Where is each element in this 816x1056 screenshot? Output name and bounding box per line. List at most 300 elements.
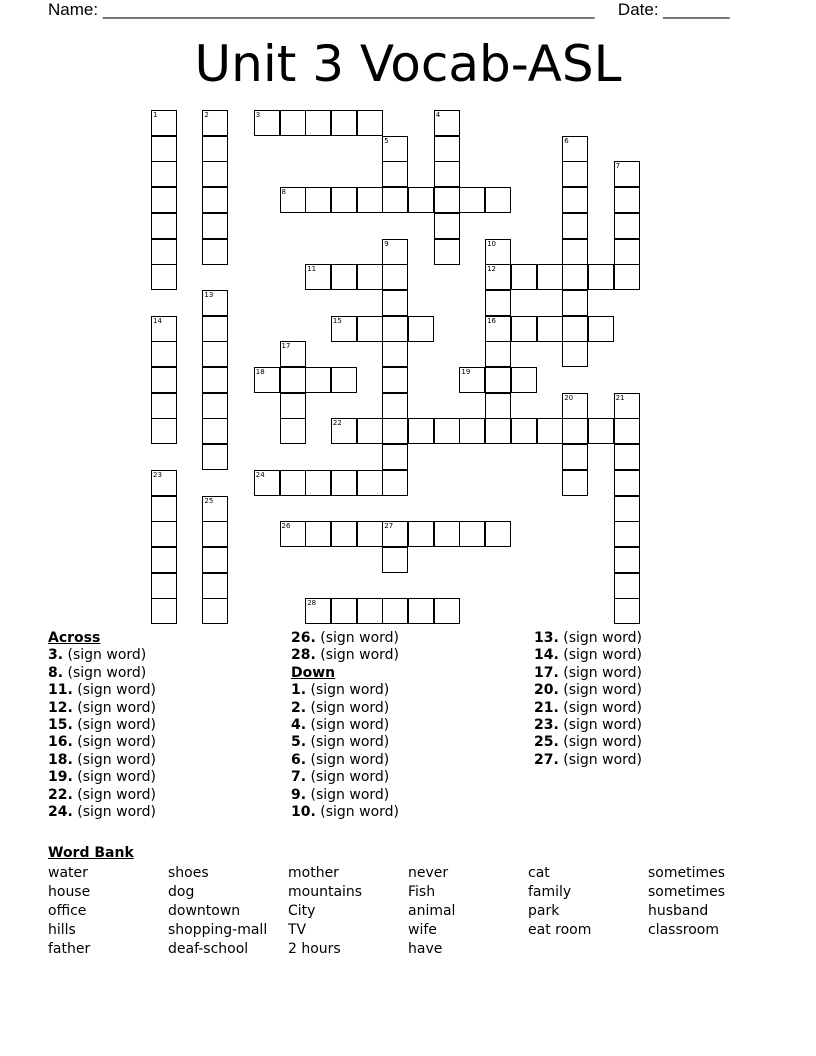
grid-cell[interactable] xyxy=(562,290,588,316)
grid-cell[interactable] xyxy=(382,444,408,470)
clues-column-1 xyxy=(48,630,156,821)
grid-cell[interactable] xyxy=(305,470,331,496)
clue-item xyxy=(534,665,642,682)
clue-number: 14. xyxy=(534,647,559,664)
grid-cell[interactable] xyxy=(485,418,511,444)
word-bank-word: shopping-mall xyxy=(168,922,268,938)
clue-item xyxy=(291,717,399,734)
clue-number: 1. xyxy=(291,682,307,699)
clue-number: 4 xyxy=(435,111,441,119)
word-bank-word: never xyxy=(408,865,449,881)
across-clue-list xyxy=(48,647,156,821)
word-bank-word: TV xyxy=(288,922,307,938)
word-bank-word: cat xyxy=(528,865,550,881)
grid-cell[interactable] xyxy=(537,264,563,290)
clue-number: 21. xyxy=(534,699,559,716)
grid-cell[interactable] xyxy=(305,521,331,547)
grid-cell[interactable] xyxy=(331,598,357,624)
clue-text: (sign word) xyxy=(306,682,390,699)
clue-number: 13 xyxy=(204,290,214,299)
grid-cell[interactable] xyxy=(202,367,228,393)
word-bank-column xyxy=(288,864,362,959)
clue-item xyxy=(48,787,156,804)
word-bank-word: sometimes xyxy=(648,865,726,881)
word-bank-column xyxy=(168,864,267,959)
grid-cell[interactable] xyxy=(382,161,408,187)
grid-cell[interactable] xyxy=(202,239,228,265)
clue-item xyxy=(291,682,399,699)
clue-text: (sign word) xyxy=(72,699,156,716)
grid-cell[interactable] xyxy=(357,521,383,547)
grid-cell[interactable] xyxy=(562,187,588,213)
word-bank-word: have xyxy=(408,941,443,957)
clue-number: 3 xyxy=(255,111,261,119)
grid-cell[interactable] xyxy=(357,316,383,342)
clue-item xyxy=(534,682,642,699)
grid-cell[interactable] xyxy=(202,573,228,599)
grid-cell[interactable] xyxy=(280,367,306,393)
clue-item xyxy=(291,647,399,664)
clue-number: 22 xyxy=(332,419,342,428)
grid-cell[interactable] xyxy=(280,341,306,367)
grid-cell[interactable] xyxy=(305,367,331,393)
clue-number: 8. xyxy=(48,664,64,681)
grid-cell[interactable] xyxy=(485,393,511,419)
grid-cell[interactable] xyxy=(254,110,280,136)
clue-text: (sign word) xyxy=(558,717,642,734)
clue-item xyxy=(48,734,156,751)
grid-cell[interactable] xyxy=(511,367,537,393)
clue-text: (sign word) xyxy=(558,699,642,716)
grid-cell[interactable] xyxy=(357,418,383,444)
clue-number: 15 xyxy=(332,316,342,325)
clue-number: 6 xyxy=(564,136,569,145)
grid-cell[interactable] xyxy=(434,598,460,624)
grid-cell[interactable] xyxy=(434,187,460,213)
clue-number: 18. xyxy=(48,751,73,768)
grid-cell[interactable] xyxy=(537,418,563,444)
grid-cell[interactable] xyxy=(202,418,228,444)
word-bank-word: downtown xyxy=(168,903,241,919)
grid-cell[interactable] xyxy=(459,418,485,444)
grid-cell[interactable] xyxy=(382,393,408,419)
grid-cell[interactable] xyxy=(562,239,588,265)
clue-number: 9 xyxy=(384,239,389,248)
grid-cell[interactable] xyxy=(511,316,537,342)
grid-cell[interactable] xyxy=(537,316,563,342)
clue-item xyxy=(534,752,642,769)
grid-cell[interactable] xyxy=(562,316,588,342)
down-clue-list-continued xyxy=(534,630,642,769)
grid-cell[interactable] xyxy=(151,239,177,265)
grid-cell[interactable] xyxy=(151,213,177,239)
clue-number: 25 xyxy=(204,496,214,505)
grid-cell[interactable] xyxy=(280,110,306,136)
grid-cell[interactable] xyxy=(357,264,383,290)
word-bank-word: deaf-school xyxy=(168,941,249,957)
grid-cell[interactable] xyxy=(357,187,383,213)
grid-cell[interactable] xyxy=(614,470,640,496)
clue-text: (sign word) xyxy=(558,630,642,646)
grid-cell[interactable] xyxy=(202,316,228,342)
grid-cell[interactable] xyxy=(202,521,228,547)
word-bank-word: park xyxy=(528,903,560,919)
clue-number: 12 xyxy=(487,265,497,274)
down-heading: Down xyxy=(291,664,336,681)
name-line[interactable]: ____________________________________________________ xyxy=(102,0,595,19)
grid-cell[interactable] xyxy=(485,341,511,367)
clue-number: 15. xyxy=(48,717,73,734)
clue-number: 7 xyxy=(615,162,621,171)
word-bank-word: 2 hours xyxy=(288,941,341,957)
grid-cell[interactable] xyxy=(151,598,177,624)
grid-cell[interactable] xyxy=(614,213,640,239)
clue-number: 12. xyxy=(48,699,73,716)
grid-cell[interactable] xyxy=(305,598,331,624)
clue-item xyxy=(534,630,642,647)
clue-number: 24. xyxy=(48,804,73,821)
clue-item xyxy=(291,804,399,821)
grid-cell[interactable] xyxy=(357,598,383,624)
clue-number: 28 xyxy=(307,599,317,608)
clue-number: 23 xyxy=(153,470,162,479)
clue-number: 16. xyxy=(48,734,73,751)
clue-item xyxy=(291,734,399,751)
grid-cell[interactable] xyxy=(614,264,640,290)
grid-cell[interactable] xyxy=(382,547,408,573)
grid-cell[interactable] xyxy=(562,136,588,162)
clue-text: (sign word) xyxy=(72,717,156,734)
clue-number: 14 xyxy=(153,316,162,325)
clue-text: (sign word) xyxy=(306,717,390,734)
grid-cell[interactable] xyxy=(614,239,640,265)
grid-cell[interactable] xyxy=(202,187,228,213)
clue-number: 18 xyxy=(255,368,265,376)
clue-number: 5 xyxy=(384,136,389,145)
clue-number: 2. xyxy=(291,699,307,716)
word-bank-word: Fish xyxy=(408,884,436,900)
clue-number: 9. xyxy=(291,786,307,803)
clue-number: 1 xyxy=(153,111,158,119)
word-bank-word: sometimes xyxy=(648,884,726,900)
clue-number: 27. xyxy=(534,751,559,768)
grid-cell[interactable] xyxy=(408,418,434,444)
grid-cell[interactable] xyxy=(202,290,228,316)
grid-cell[interactable] xyxy=(382,598,408,624)
grid-cell[interactable] xyxy=(382,367,408,393)
word-bank-word: wife xyxy=(408,922,437,938)
grid-cell[interactable] xyxy=(331,470,357,496)
grid-cell[interactable] xyxy=(280,521,306,547)
clue-text: (sign word) xyxy=(306,699,390,716)
clue-number: 6. xyxy=(291,751,307,768)
grid-cell[interactable] xyxy=(614,573,640,599)
grid-cell[interactable] xyxy=(382,239,408,265)
clue-item xyxy=(48,647,156,664)
clue-number: 20. xyxy=(534,682,559,699)
grid-cell[interactable] xyxy=(434,161,460,187)
grid-cell[interactable] xyxy=(280,418,306,444)
grid-cell[interactable] xyxy=(305,110,331,136)
clue-item xyxy=(48,665,156,682)
clue-item xyxy=(291,752,399,769)
grid-cell[interactable] xyxy=(511,418,537,444)
grid-cell[interactable] xyxy=(202,341,228,367)
across-clue-list-continued xyxy=(291,630,399,665)
grid-cell[interactable] xyxy=(614,496,640,522)
grid-cell[interactable] xyxy=(434,239,460,265)
date-label: Date: xyxy=(617,0,659,19)
grid-cell[interactable] xyxy=(202,393,228,419)
grid-cell[interactable] xyxy=(331,110,357,136)
word-bank-column xyxy=(528,864,591,940)
grid-cell[interactable] xyxy=(408,187,434,213)
grid-cell[interactable] xyxy=(151,316,177,342)
clue-item xyxy=(48,717,156,734)
clue-number: 28. xyxy=(291,647,316,664)
grid-cell[interactable] xyxy=(151,521,177,547)
clue-number: 16 xyxy=(487,316,497,325)
clue-item xyxy=(291,700,399,717)
clue-number: 19 xyxy=(461,368,471,376)
grid-cell[interactable] xyxy=(151,418,177,444)
clue-number: 13. xyxy=(534,630,559,646)
grid-cell[interactable] xyxy=(331,316,357,342)
grid-cell[interactable] xyxy=(434,418,460,444)
grid-cell[interactable] xyxy=(331,264,357,290)
clue-text: (sign word) xyxy=(315,804,399,821)
grid-cell[interactable] xyxy=(280,470,306,496)
name-label: Name: xyxy=(48,0,99,19)
clue-item xyxy=(534,700,642,717)
grid-cell[interactable] xyxy=(485,290,511,316)
grid-cell[interactable] xyxy=(408,521,434,547)
grid-cell[interactable] xyxy=(202,213,228,239)
grid-cell[interactable] xyxy=(562,161,588,187)
grid-cell[interactable] xyxy=(151,136,177,162)
clue-text: (sign word) xyxy=(72,804,156,821)
word-bank-word: hills xyxy=(48,922,76,938)
grid-cell[interactable] xyxy=(485,239,511,265)
clue-text: (sign word) xyxy=(315,630,399,646)
grid-cell[interactable] xyxy=(562,393,588,419)
grid-cell[interactable] xyxy=(151,161,177,187)
clue-text: (sign word) xyxy=(72,682,156,699)
grid-cell[interactable] xyxy=(382,470,408,496)
word-bank-word: mountains xyxy=(288,884,363,900)
grid-cell[interactable] xyxy=(254,367,280,393)
clue-text: (sign word) xyxy=(72,769,156,786)
grid-cell[interactable] xyxy=(382,136,408,162)
clues-column-2 xyxy=(291,630,399,821)
grid-cell[interactable] xyxy=(151,573,177,599)
clue-text: (sign word) xyxy=(558,682,642,699)
grid-cell[interactable] xyxy=(562,470,588,496)
word-bank-word: family xyxy=(528,884,572,900)
clue-number: 3. xyxy=(48,647,64,664)
grid-cell[interactable] xyxy=(331,418,357,444)
grid-cell[interactable] xyxy=(459,521,485,547)
clues-column-3 xyxy=(534,630,642,769)
grid-cell[interactable] xyxy=(614,161,640,187)
word-bank-column xyxy=(408,864,455,959)
clue-text: (sign word) xyxy=(72,786,156,803)
grid-cell[interactable] xyxy=(280,393,306,419)
grid-cell[interactable] xyxy=(434,110,460,136)
grid-cell[interactable] xyxy=(562,444,588,470)
grid-cell[interactable] xyxy=(614,418,640,444)
clue-text: (sign word) xyxy=(306,786,390,803)
clue-number: 26. xyxy=(291,630,316,646)
word-bank-word: office xyxy=(48,903,87,919)
grid-cell[interactable] xyxy=(562,264,588,290)
grid-cell[interactable] xyxy=(151,470,177,496)
clue-text: (sign word) xyxy=(558,664,642,681)
grid-cell[interactable] xyxy=(434,136,460,162)
grid-cell[interactable] xyxy=(434,521,460,547)
clue-item xyxy=(291,769,399,786)
clue-text: (sign word) xyxy=(558,647,642,664)
clue-number: 4. xyxy=(291,717,307,734)
clue-text: (sign word) xyxy=(63,647,147,664)
clue-number: 10. xyxy=(291,804,316,821)
grid-cell[interactable] xyxy=(459,187,485,213)
clue-number: 20 xyxy=(564,393,574,402)
grid-cell[interactable] xyxy=(331,367,357,393)
grid-cell[interactable] xyxy=(202,444,228,470)
grid-cell[interactable] xyxy=(459,367,485,393)
grid-cell[interactable] xyxy=(562,213,588,239)
grid-cell[interactable] xyxy=(588,418,614,444)
grid-cell[interactable] xyxy=(588,316,614,342)
grid-cell[interactable] xyxy=(151,264,177,290)
word-bank-word: mother xyxy=(288,865,339,881)
grid-cell[interactable] xyxy=(588,264,614,290)
grid-cell[interactable] xyxy=(254,470,280,496)
clue-number: 5. xyxy=(291,734,307,751)
grid-cell[interactable] xyxy=(408,598,434,624)
grid-cell[interactable] xyxy=(202,547,228,573)
clue-item xyxy=(48,700,156,717)
grid-cell[interactable] xyxy=(202,496,228,522)
grid-cell[interactable] xyxy=(485,187,511,213)
grid-cell[interactable] xyxy=(485,264,511,290)
clue-number: 19. xyxy=(48,769,73,786)
grid-cell[interactable] xyxy=(151,187,177,213)
grid-cell[interactable] xyxy=(382,418,408,444)
clue-number: 21 xyxy=(615,393,625,402)
across-heading: Across xyxy=(48,630,101,646)
clue-text: (sign word) xyxy=(558,734,642,751)
grid-cell[interactable] xyxy=(562,418,588,444)
word-bank-word: house xyxy=(48,884,91,900)
word-bank-word: classroom xyxy=(648,922,719,938)
grid-cell[interactable] xyxy=(331,187,357,213)
clue-item xyxy=(534,717,642,734)
grid-cell[interactable] xyxy=(434,213,460,239)
clue-text: (sign word) xyxy=(63,664,147,681)
grid-cell[interactable] xyxy=(151,110,177,136)
grid-cell[interactable] xyxy=(151,496,177,522)
word-bank-word: husband xyxy=(648,903,709,919)
grid-cell[interactable] xyxy=(382,290,408,316)
grid-cell[interactable] xyxy=(614,393,640,419)
grid-cell[interactable] xyxy=(408,316,434,342)
grid-cell[interactable] xyxy=(202,161,228,187)
grid-cell[interactable] xyxy=(614,521,640,547)
date-line[interactable]: _______ xyxy=(663,0,730,19)
clue-number: 23. xyxy=(534,717,559,734)
clue-item xyxy=(48,769,156,786)
grid-cell[interactable] xyxy=(357,110,383,136)
clue-number: 22. xyxy=(48,786,73,803)
grid-cell[interactable] xyxy=(202,136,228,162)
clue-text: (sign word) xyxy=(72,751,156,768)
grid-cell[interactable] xyxy=(485,521,511,547)
clue-item xyxy=(48,804,156,821)
clue-number: 25. xyxy=(534,734,559,751)
grid-cell[interactable] xyxy=(280,187,306,213)
clue-number: 17 xyxy=(281,342,291,351)
clue-item xyxy=(534,734,642,751)
clue-text: (sign word) xyxy=(306,769,390,786)
clue-number: 17. xyxy=(534,664,559,681)
grid-cell[interactable] xyxy=(151,367,177,393)
clue-number: 24 xyxy=(255,470,265,479)
grid-cell[interactable] xyxy=(305,264,331,290)
clue-number: 11. xyxy=(48,682,73,699)
grid-cell[interactable] xyxy=(511,264,537,290)
word-bank-column xyxy=(648,864,725,940)
word-bank-word: City xyxy=(288,903,316,919)
word-bank-word: water xyxy=(48,865,88,881)
clue-item xyxy=(291,787,399,804)
grid-cell[interactable] xyxy=(562,341,588,367)
grid-cell[interactable] xyxy=(485,316,511,342)
clue-item xyxy=(291,630,399,647)
clue-item xyxy=(48,682,156,699)
grid-cell[interactable] xyxy=(614,547,640,573)
grid-cell[interactable] xyxy=(382,521,408,547)
clue-number: 10 xyxy=(487,239,497,248)
grid-cell[interactable] xyxy=(202,598,228,624)
page-title: Unit 3 Vocab-ASL xyxy=(194,35,622,93)
grid-cell[interactable] xyxy=(382,187,408,213)
grid-cell[interactable] xyxy=(382,341,408,367)
grid-cell[interactable] xyxy=(151,341,177,367)
word-bank-word: shoes xyxy=(168,865,209,881)
clue-text: (sign word) xyxy=(306,734,390,751)
grid-cell[interactable] xyxy=(151,547,177,573)
clue-number: 7. xyxy=(291,769,307,786)
grid-cell[interactable] xyxy=(614,598,640,624)
grid-cell[interactable] xyxy=(614,444,640,470)
clue-number: 8 xyxy=(281,188,286,197)
grid-cell[interactable] xyxy=(382,316,408,342)
down-clue-list xyxy=(291,682,399,821)
clue-number: 11 xyxy=(307,265,317,274)
grid-cell[interactable] xyxy=(357,470,383,496)
grid-cell[interactable] xyxy=(485,367,511,393)
grid-cell[interactable] xyxy=(202,110,228,136)
grid-cell[interactable] xyxy=(331,521,357,547)
grid-cell[interactable] xyxy=(151,393,177,419)
grid-cell[interactable] xyxy=(305,187,331,213)
word-bank-word: animal xyxy=(408,903,456,919)
grid-cell[interactable] xyxy=(382,264,408,290)
grid-cell[interactable] xyxy=(614,187,640,213)
clue-item xyxy=(534,647,642,664)
